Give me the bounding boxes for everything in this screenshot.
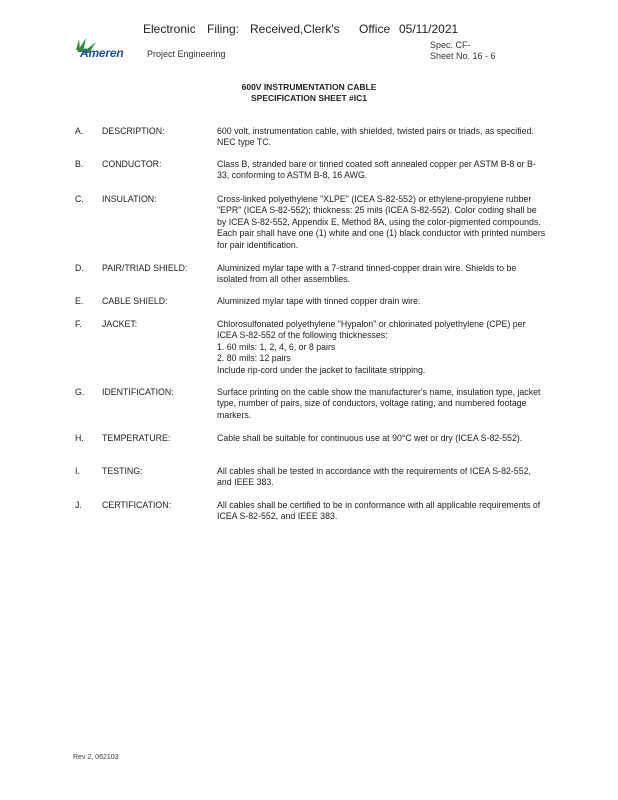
section-text: Class B, stranded bare or tinned coated soft annealed copper per ASTM B-8 or B-33, conforming to ASTM B-8, 16 AWG. (217, 159, 536, 181)
filing-date: 05/11/2021 (399, 22, 459, 36)
section-letter: A. (75, 126, 84, 136)
logo-text: Ameren (80, 46, 124, 60)
sheet-number: Sheet No. 16 - 6 (430, 51, 496, 61)
section-label: TESTING: (102, 466, 143, 476)
section-letter: D. (75, 263, 84, 273)
section-text: Cable shall be suitable for continuous use at 90°C wet or dry (ICEA S-82-552). (217, 433, 523, 443)
section-letter: E. (75, 296, 84, 306)
section-label: PAIR/TRIAD SHIELD: (102, 263, 188, 273)
section-letter: H. (75, 433, 84, 443)
section-body (217, 319, 547, 376)
section-label: CABLE SHIELD: (102, 296, 168, 306)
section-body (217, 296, 547, 307)
section-label: CONDUCTOR: (102, 159, 162, 169)
section-text: Chlorosulfonated polyethylene "Hypalon" or chlorinated polyethylene (CPE) per ICEA S-82-552 of the following thicknesses: (217, 319, 526, 341)
filing-electronic: Electronic (143, 22, 196, 36)
section-letter: G. (75, 387, 85, 397)
spec-number: Spec. CF- (430, 40, 471, 50)
section-body (217, 194, 547, 251)
section-letter: F. (75, 319, 82, 329)
section-body (217, 387, 547, 421)
page-title (0, 82, 618, 103)
section-letter: I. (75, 466, 80, 476)
section-body (217, 159, 547, 182)
filing-received: Received,Clerk's (250, 22, 340, 36)
section-body (217, 500, 547, 523)
section-text: 600 volt, instrumentation cable, with shielded, twisted pairs or triads, as specified. NEC type TC. (217, 126, 534, 148)
section-body (217, 263, 547, 286)
title-line-2: SPECIFICATION SHEET #IC1 (250, 92, 368, 103)
department-label: Project Engineering (147, 49, 226, 59)
section-text: Surface printing on the cable show the manufacturer's name, insulation type, jacket type, number of pairs, size of conductors, voltage rating, and numbered footage markers. (217, 387, 541, 420)
section-label: JACKET: (102, 319, 138, 329)
section-label: IDENTIFICATION: (102, 387, 174, 397)
title-line-1: 600V INSTRUMENTATION CABLE (241, 82, 377, 92)
filing-office: Office (359, 22, 391, 36)
section-text: All cables shall be certified to be in conformance with all applicable requirements of ICEA S-82-552, and IEEE 383. (217, 500, 541, 522)
section-label: CERTIFICATION: (102, 500, 172, 510)
section-letter: J. (75, 500, 82, 510)
section-letter: B. (75, 159, 84, 169)
section-list-item: 2. 80 mils: 12 pairs (217, 353, 291, 364)
section-list-item: 1. 60 mils: 1, 2, 4, 6, or 8 pairs (217, 341, 336, 352)
section-body (217, 126, 547, 149)
section-text: Cross-linked polyethylene "XLPE" (ICEA S-82-552) or ethylene-propylene rubber "EPR" (ICEA S-82-552); thickness: 25 mils (ICEA S-82-552). Color coding shall be by ICEA S-82-552, Appendix E, Method 8A, using the color-pigmented compounds. Each pair shall have one (1) white and one (1) black conductor with printed numbers for pair identification. (217, 194, 546, 250)
section-text: All cables shall be tested in accordance with the requirements of ICEA S-82-552, and IEEE 383. (217, 466, 531, 488)
filing-label: Filing: (207, 22, 240, 36)
section-label: INSULATION: (102, 194, 157, 204)
section-body (217, 466, 547, 489)
section-text: Include rip-cord under the jacket to facilitate stripping. (217, 364, 426, 375)
section-text: Aluminized mylar tape with tinned copper drain wire. (217, 296, 421, 306)
section-body (217, 433, 547, 444)
section-text: Aluminized mylar tape with a 7-strand tinned-copper drain wire. Shields to be isolated from all other assemblies. (217, 263, 517, 285)
section-letter: C. (75, 194, 84, 204)
spec-reference (430, 40, 496, 62)
revision-footer: Rev 2, 062103 (73, 754, 119, 761)
section-label: TEMPERATURE: (102, 433, 171, 443)
section-label: DESCRIPTION: (102, 126, 165, 136)
